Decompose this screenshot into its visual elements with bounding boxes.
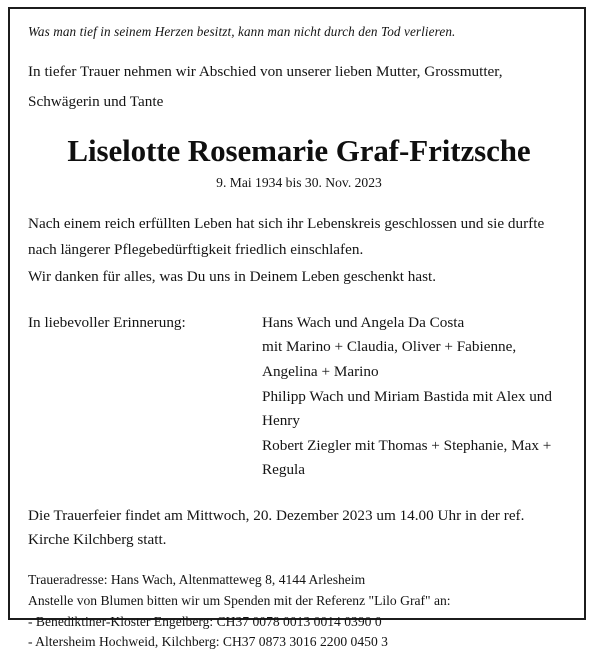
mourner-line: Angelina + Marino (262, 362, 379, 380)
mourner-line: Henry (262, 412, 300, 430)
notice-content (28, 23, 570, 653)
lead-line-1: In tiefer Trauer nehmen wir Abschied von unserer lieben Mutter, Grossmutter, (28, 63, 503, 81)
body-line-2: nach längerer Pflegebedürftigkeit friedlich einschlafen. (28, 241, 364, 259)
mourner-line: Regula (262, 461, 306, 479)
mourner-line: Hans Wach und Angela Da Costa (262, 313, 465, 331)
lead-line-2: Schwägerin und Tante (28, 92, 164, 110)
body-line-1: Nach einem reich erfüllten Leben hat sich ihr Lebenskreis geschlossen und sie durfte (28, 214, 545, 232)
service-line-2: Kirche Kilchberg statt. (28, 530, 167, 548)
life-dates: 9. Mai 1934 bis 30. Nov. 2023 (216, 174, 382, 190)
donation-account-2: - Altersheim Hochweid, Kilchberg: CH37 0873 3016 2200 0450 3 (28, 634, 388, 650)
closing-details (28, 570, 570, 653)
mourners-section (28, 311, 570, 483)
service-details (28, 504, 570, 551)
service-line-1: Die Trauerfeier findet am Mittwoch, 20. Dezember 2023 um 14.00 Uhr in der ref. (28, 507, 525, 525)
mourner-line: mit Marino + Claudia, Oliver + Fabienne, (262, 338, 517, 356)
body-line-3: Wir danken für alles, was Du uns in Deinem Leben geschenkt hast. (28, 267, 437, 285)
mourners-list (262, 311, 570, 483)
mourning-address: Traueradresse: Hans Wach, Altenmatteweg 8, 4144 Arlesheim (28, 572, 366, 588)
deceased-name: Liselotte Rosemarie Graf-Fritzsche (67, 133, 531, 169)
donation-request: Anstelle von Blumen bitten wir um Spenden mit der Referenz "Lilo Graf" an: (28, 593, 451, 609)
epigraph-quote: Was man tief in seinem Herzen besitzt, kann man nicht durch den Tod verlieren. (28, 24, 456, 39)
notice-frame (8, 7, 586, 650)
mourners-label: In liebevoller Erinnerung: (28, 313, 186, 331)
mourner-line: Philipp Wach und Miriam Bastida mit Alex und (262, 387, 552, 405)
mourner-line: Robert Ziegler mit Thomas + Stephanie, Max + (262, 436, 552, 454)
donation-account-1: - Benediktiner-Kloster Engelberg: CH37 0078 0013 0014 0390 0 (28, 613, 382, 629)
